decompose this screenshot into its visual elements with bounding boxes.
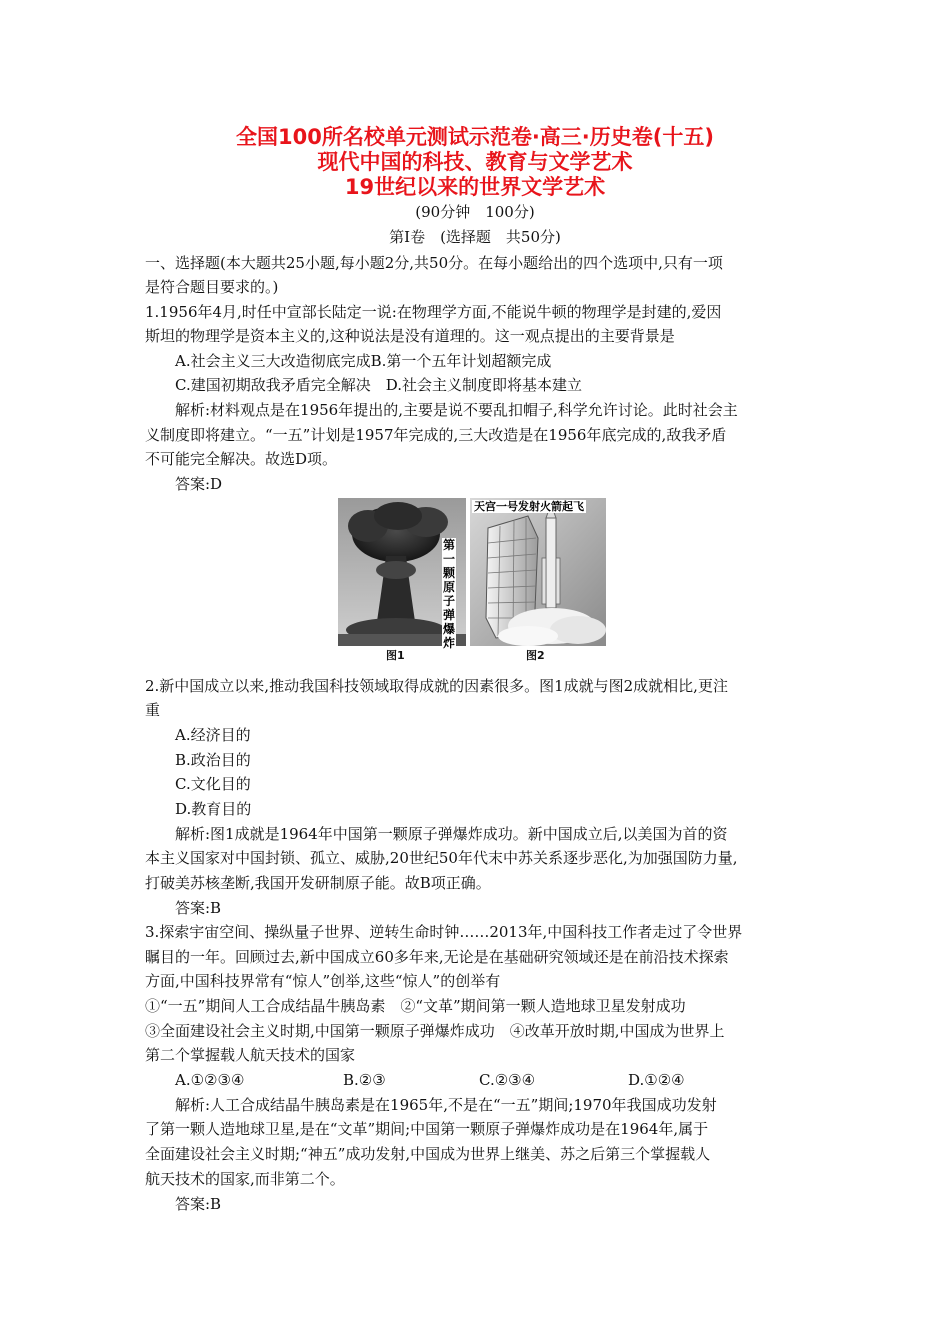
q3-stem-line: 方面,中国科技界常有“惊人”创举,这些“惊人”的创举有	[145, 972, 501, 990]
exam-duration: (90分钟 100分)	[415, 203, 535, 221]
q3-analysis-line: 了第一颗人造地球卫星,是在“文革”期间;中国第一颗原子弹爆炸成功是在1964年,属于	[145, 1120, 709, 1138]
q1-stem-line: 1.1956年4月,时任中宣部长陆定一说:在物理学方面,不能说牛顿的物理学是封建的,爱因	[145, 303, 722, 321]
q2-analysis-line: 打破美苏核垄断,我国开发研制原子能。故B项正确。	[145, 874, 491, 892]
q3-analysis-line: 解析:人工合成结晶牛胰岛素是在1965年,不是在“一五”期间;1970年我国成功发射	[175, 1096, 717, 1114]
history-figure	[338, 498, 606, 666]
q3-answer: 答案:B	[175, 1195, 222, 1213]
q2-option-d: D.教育目的	[175, 800, 252, 818]
fig1-label: 第一颗原子弹爆炸	[442, 538, 455, 650]
q1-analysis-line: 解析:材料观点是在1956年提出的,主要是说不要乱扣帽子,科学允许讨论。此时社会主	[175, 401, 738, 419]
exam-subtitle-2: 19世纪以来的世界文学艺术	[344, 175, 606, 199]
section-intro-line: 是符合题目要求的。)	[145, 278, 279, 296]
fig2-caption: 图2	[526, 649, 545, 662]
q2-answer: 答案:B	[175, 899, 222, 917]
part-heading: 第Ⅰ卷 (选择题 共50分)	[389, 228, 561, 246]
q1-options-line: A.社会主义三大改造彻底完成B.第一个五年计划超额完成	[175, 352, 552, 370]
q2-analysis-line: 本主义国家对中国封锁、孤立、威胁,20世纪50年代末中苏关系逐步恶化,为加强国防力量,	[145, 849, 738, 867]
q1-analysis-line: 义制度即将建立。“一五”计划是1957年完成的,三大改造是在1956年底完成的,敌我矛盾	[145, 426, 727, 444]
q3-item-line: ①“一五”期间人工合成结晶牛胰岛素 ②“文革”期间第一颗人造地球卫星发射成功	[145, 997, 686, 1015]
rocket-launch-image	[470, 498, 606, 646]
q3-analysis-line: 全面建设社会主义时期;“神五”成功发射,中国成为世界上继美、苏之后第三个掌握载人	[145, 1145, 711, 1163]
figure-illustration	[338, 498, 606, 646]
fig1-caption: 图1	[386, 649, 405, 662]
q3-option-b: B.②③	[343, 1071, 386, 1089]
q3-option-a: A.①②③④	[175, 1071, 245, 1089]
q2-option-b: B.政治目的	[175, 751, 251, 769]
q2-option-c: C.文化目的	[175, 775, 251, 793]
exam-subtitle-1: 现代中国的科技、教育与文学艺术	[317, 150, 633, 174]
q2-analysis-line: 解析:图1成就是1964年中国第一颗原子弹爆炸成功。新中国成立后,以美国为首的资	[175, 825, 728, 843]
fig2-label: 天宫一号发射火箭起飞	[474, 500, 584, 513]
q3-stem-line: 瞩目的一年。回顾过去,新中国成立60多年来,无论是在基础研究领域还是在前沿技术探索	[145, 948, 729, 966]
q1-analysis-line: 不可能完全解决。故选D项。	[145, 450, 338, 468]
q1-stem-line: 斯坦的物理学是资本主义的,这种说法是没有道理的。这一观点提出的主要背景是	[145, 327, 675, 345]
q3-stem-line: 3.探索宇宙空间、操纵量子世界、逆转生命时钟……2013年,中国科技工作者走过了令世界	[145, 923, 743, 941]
q2-stem-line: 重	[145, 701, 161, 719]
exam-title: 全国100所名校单元测试示范卷·高三·历史卷(十五)	[236, 125, 714, 149]
q1-options-line: C.建国初期敌我矛盾完全解决 D.社会主义制度即将基本建立	[175, 376, 582, 394]
q3-option-c: C.②③④	[479, 1071, 536, 1089]
q3-item-line: ③全面建设社会主义时期,中国第一颗原子弹爆炸成功 ④改革开放时期,中国成为世界上	[145, 1022, 725, 1040]
q3-item-line: 第二个掌握载人航天技术的国家	[145, 1046, 356, 1064]
q3-analysis-line: 航天技术的国家,而非第二个。	[145, 1170, 345, 1188]
section-intro-line: 一、选择题(本大题共25小题,每小题2分,共50分。在每小题给出的四个选项中,只有一项	[145, 254, 723, 272]
q1-answer: 答案:D	[175, 475, 223, 493]
q2-stem-line: 2.新中国成立以来,推动我国科技领域取得成就的因素很多。图1成就与图2成就相比,更注	[145, 677, 728, 695]
q2-option-a: A.经济目的	[175, 726, 251, 744]
q3-option-d: D.①②④	[628, 1071, 685, 1089]
